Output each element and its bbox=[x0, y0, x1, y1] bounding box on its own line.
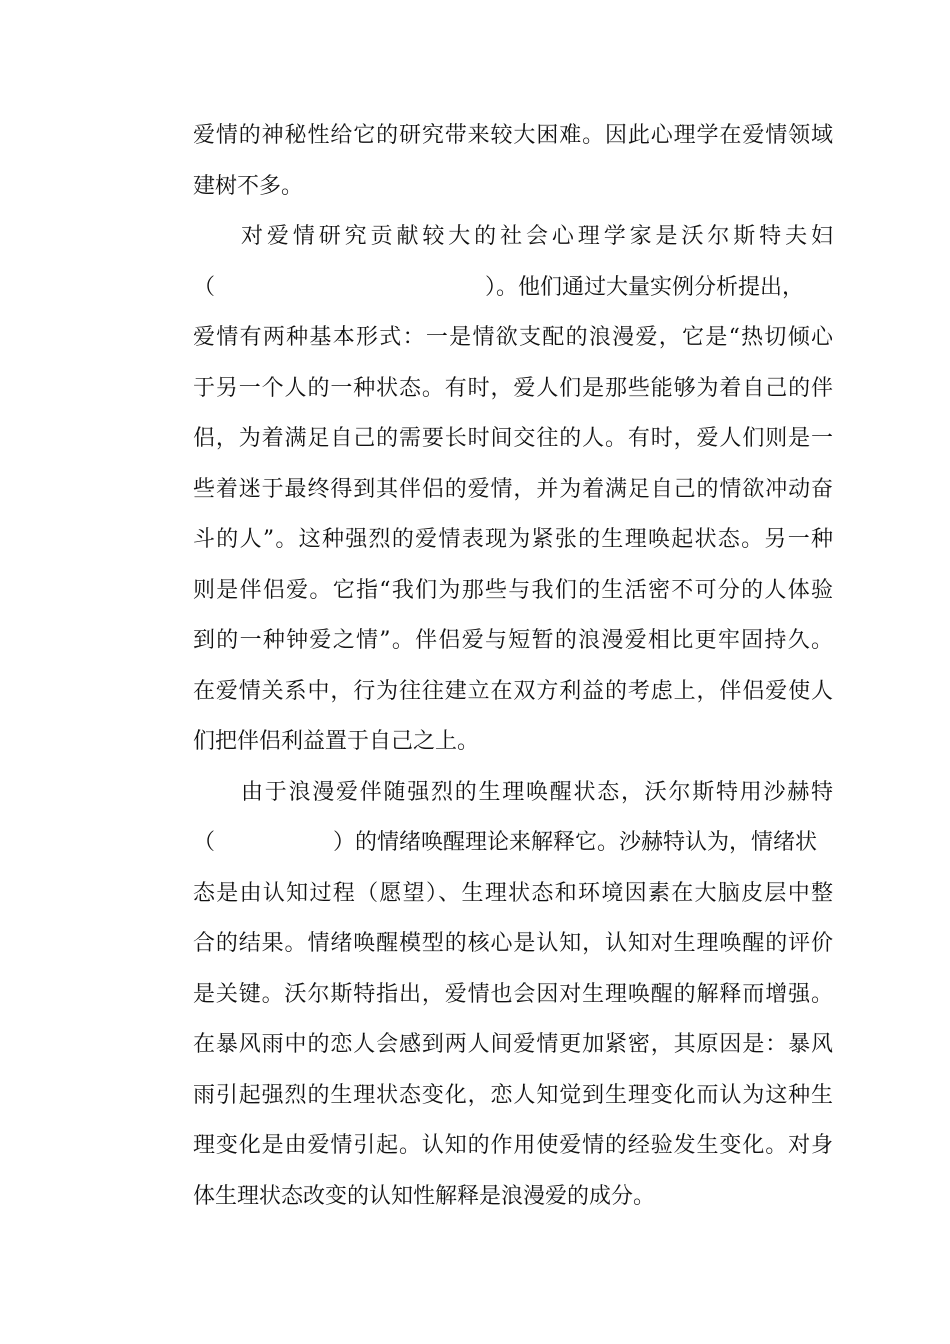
paragraph-2-line-2 bbox=[193, 263, 833, 314]
paragraph-2-line-4: 于另一个人的一种状态。有时，爱人们是那些能够为着自己的伴 bbox=[193, 375, 833, 401]
paragraph-3-line-6: 在暴风雨中的恋人会感到两人间爱情更加紧密，其原因是：暴风 bbox=[193, 1032, 833, 1057]
paragraph-1-line-1: 爱情的神秘性给它的研究带来较大困难。因此心理学在爱情领域 bbox=[193, 123, 833, 148]
paragraph-2-line-2-text: ）。他们通过大量实例分析提出， bbox=[485, 274, 805, 300]
paragraph-2-line-5: 侣，为着满足自己的需要长时间交往的人。有时，爱人们则是一 bbox=[193, 426, 833, 451]
paragraph-3-line-3: 态是由认知过程（愿望）、生理状态和环境因素在大脑皮层中整 bbox=[193, 880, 833, 906]
document-body bbox=[193, 111, 833, 1222]
paragraph-3-line-9: 体生理状态改变的认知性解释是浪漫爱的成分。 bbox=[193, 1183, 656, 1209]
paragraph-2-line-10: 在爱情关系中，行为往往建立在双方利益的考虑上，伴侣爱使人 bbox=[193, 678, 833, 704]
paragraph-3-line-2-text: ）的情绪唤醒理论来解释它。沙赫特认为，情绪状 bbox=[333, 830, 818, 855]
paragraph-3-line-7: 雨引起强烈的生理状态变化，恋人知觉到生理变化而认为这种生 bbox=[193, 1082, 833, 1108]
paragraph-3-line-4: 合的结果。情绪唤醒模型的核心是认知，认知对生理唤醒的评价 bbox=[193, 931, 833, 956]
paragraph-3-line-8: 理变化是由爱情引起。认知的作用使爱情的经验发生变化。对身 bbox=[193, 1133, 833, 1158]
paragraph-2-line-1: 对爱情研究贡献较大的社会心理学家是沃尔斯特夫妇 bbox=[241, 224, 833, 249]
paragraph-2-line-8: 则是伴侣爱。它指“我们为那些与我们的生活密不可分的人体验 bbox=[193, 577, 833, 603]
paragraph-2-line-7: 斗的人”。这种强烈的爱情表现为紧张的生理唤起状态。另一种 bbox=[193, 527, 833, 552]
blank-space bbox=[215, 818, 333, 869]
paragraph-3-line-2 bbox=[193, 818, 833, 869]
open-paren: （ bbox=[193, 830, 216, 855]
paragraph-2-line-9: 到的一种钟爱之情”。伴侣爱与短暂的浪漫爱相比更牢固持久。 bbox=[193, 628, 833, 653]
paragraph-2-line-3: 爱情有两种基本形式：一是情欲支配的浪漫爱，它是“热切倾心 bbox=[193, 325, 833, 350]
paragraph-1-line-2: 建树不多。 bbox=[193, 173, 304, 199]
paragraph-3-line-1: 由于浪漫爱伴随强烈的生理唤醒状态，沃尔斯特用沙赫特 bbox=[241, 779, 833, 805]
paragraph-2-line-6: 些着迷于最终得到其伴侣的爱情，并为着满足自己的情欲冲动奋 bbox=[193, 476, 833, 502]
paragraph-3-line-5: 是关键。沃尔斯特指出，爱情也会因对生理唤醒的解释而增强。 bbox=[193, 981, 833, 1007]
blank-space bbox=[215, 263, 485, 314]
paragraph-2-line-11: 们把伴侣利益置于自己之上。 bbox=[193, 729, 480, 754]
open-paren: （ bbox=[193, 274, 216, 300]
